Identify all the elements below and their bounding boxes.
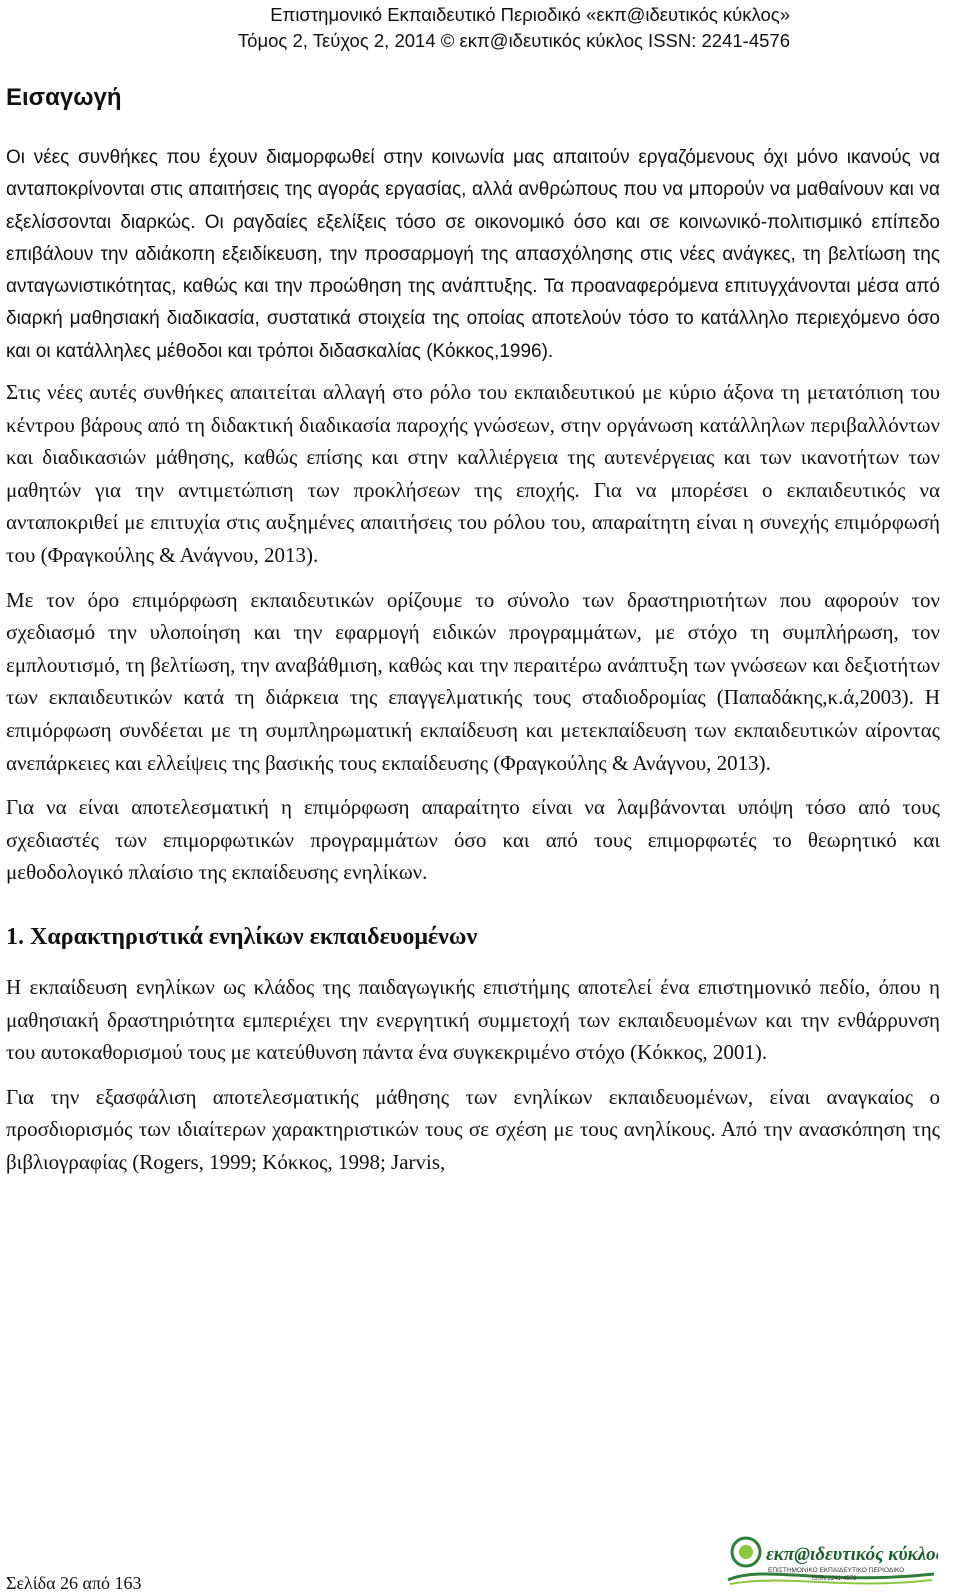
body-paragraph: Με τον όρο επιμόρφωση εκπαιδευτικών ορίζουμε το σύνολο των δραστηριοτήτων που αφορούν τον σχεδιασμό την υλοποίηση και την εφαρμογή ειδικών προγραμμάτων, με στόχο τη συμπλήρωση, τον εμπλουτισμό, τη βελτίωση, την αναβάθμιση, καθώς και την περαιτέρω ανάπτυξη των γνώσεων και δεξιοτήτων των εκπαιδευτικών κατά τη διάρκεια της επαγγελματικής τους σταδιοδρομίας (Παπαδάκης,κ.ά,2003). Η επιμόρφωση συνδέεται με τη συμπληρωματική εκπαίδευση και μετεκπαίδευση των εκπαιδευτικών αίροντας ανεπάρκειες και ελλείψεις της βασικής τους εκπαίδευσης (Φραγκούλης & Ανάγνου, 2013).: [6, 587, 940, 775]
page-number: Σελίδα 26 από 163: [6, 1573, 142, 1593]
svg-text:ΕΠΙΣΤΗΜΟΝΙΚΟ ΕΚΠΑΙΔΕΥΤΙΚΟ ΠΕΡΙ: ΕΠΙΣΤΗΜΟΝΙΚΟ ΕΚΠΑΙΔΕΥΤΙΚΟ ΠΕΡΙΟΔΙΚΟ: [768, 1567, 905, 1574]
section-1-paragraph: Η εκπαίδευση ενηλίκων ως κλάδος της παιδαγωγικής επιστήμης αποτελεί ένα επιστημονικό πεδίο, όπου η μαθησιακή δραστηριότητα εμπεριέχει την ενεργητική συμμετοχή των εκπαιδευομένων και την ενθάρρυνση του αυτοκαθορισμού τους με κατεύθυνση πάντα ένα συγκεκριμένο στόχο (Κόκκος, 2001).: [6, 974, 940, 1065]
journal-issue: Τόμος 2, Τεύχος 2, 2014 © εκπ@ιδευτικός κύκλος ISSN: 2241-4576: [237, 30, 790, 51]
body-paragraph: Για να είναι αποτελεσματική η επιμόρφωση απαραίτητο είναι να λαμβάνονται υπόψη τόσο από τους σχεδιαστές των επιμορφωτικών προγραμμάτων όσο και από τους επιμορφωτές το θεωρητικό και μεθοδολογικό πλαίσιο της εκπαίδευσης ενηλίκων.: [6, 795, 940, 885]
body-paragraph: Στις νέες αυτές συνθήκες απαιτείται αλλαγή στο ρόλο του εκπαιδευτικού με κύριο άξονα τη μετατόπιση του κέντρου βάρους από τη διδακτική διαδικασία παροχής γνώσεων, στην οργάνωση κατάλληλων περιβαλλόντων και διαδικασιών μάθησης, καθώς επίσης και στην καλλιέργεια της αυτενέργειας και των ικανοτήτων των μαθητών για την αντιμετώπιση των προκλήσεων της εποχής. Για να μπορέσει ο εκπαιδευτικός να ανταποκριθεί με επιτυχία στις αυξημένες απαιτήσεις του ρόλου του, απαραίτητη είναι η συνεχής επιμόρφωσή του (Φραγκούλης & Ανάγνου, 2013).: [6, 380, 940, 568]
journal-title: Επιστημονικό Εκπαιδευτικό Περιοδικό «εκπ@ιδευτικός κύκλος»: [270, 4, 790, 25]
section-1-title: 1. Χαρακτηριστικά ενηλίκων εκπαιδευομένων: [6, 923, 478, 950]
journal-header: [238, 2, 790, 54]
intro-paragraph: Οι νέες συνθήκες που έχουν διαμορφωθεί στην κοινωνία μας απαιτούν εργαζόμενους όχι μόνο ικανούς να ανταποκρίνονται στις απαιτήσεις της αγοράς εργασίας, αλλά ανθρώπους που να μπορούν να μαθαίνουν και να εξελίσσονται διαρκώς. Οι ραγδαίες εξελίξεις τόσο σε οικονομικό όσο και σε κοινωνικό-πολιτισμικό επίπεδο επιβάλουν την αδιάκοπη εξειδίκευση, την προσαρμογή της απασχόλησης στις νέες ανάγκες, τη βελτίωση της ανταγωνιστικότητας, καθώς και την προώθηση της ανάπτυξης. Τα προαναφερόμενα επιτυγχάνονται μέσα από διαρκή μαθησιακή διαδικασία, συστατικά στοιχεία της οποίας αποτελούν τόσο το κατάλληλο περιεχόμενο όσο και οι κατάλληλες μέθοδοι και τρόποι διδασκαλίας (Κόκκος,1996).: [6, 147, 940, 362]
svg-text:ISSN 2241-4576: ISSN 2241-4576: [812, 1576, 857, 1582]
intro-title: Εισαγωγή: [6, 84, 122, 111]
journal-logo: [724, 1534, 938, 1588]
svg-text:εκπ@ιδευτικός κύκλος: εκπ@ιδευτικός κύκλος: [766, 1544, 938, 1565]
section-1-paragraph: Για την εξασφάλιση αποτελεσματικής μάθησης των ενηλίκων εκπαιδευομένων, είναι αναγκαίος ο προσδιορισμός των ιδιαίτερων χαρακτηριστικών τους σε σχέση με τους ανηλίκους. Από την ανασκόπηση της βιβλιογραφίας (Rogers, 1999; Κόκκος, 1998; Jarvis,: [6, 1084, 940, 1174]
page-content: [6, 78, 940, 1191]
journal-logo-icon: [724, 1534, 938, 1588]
